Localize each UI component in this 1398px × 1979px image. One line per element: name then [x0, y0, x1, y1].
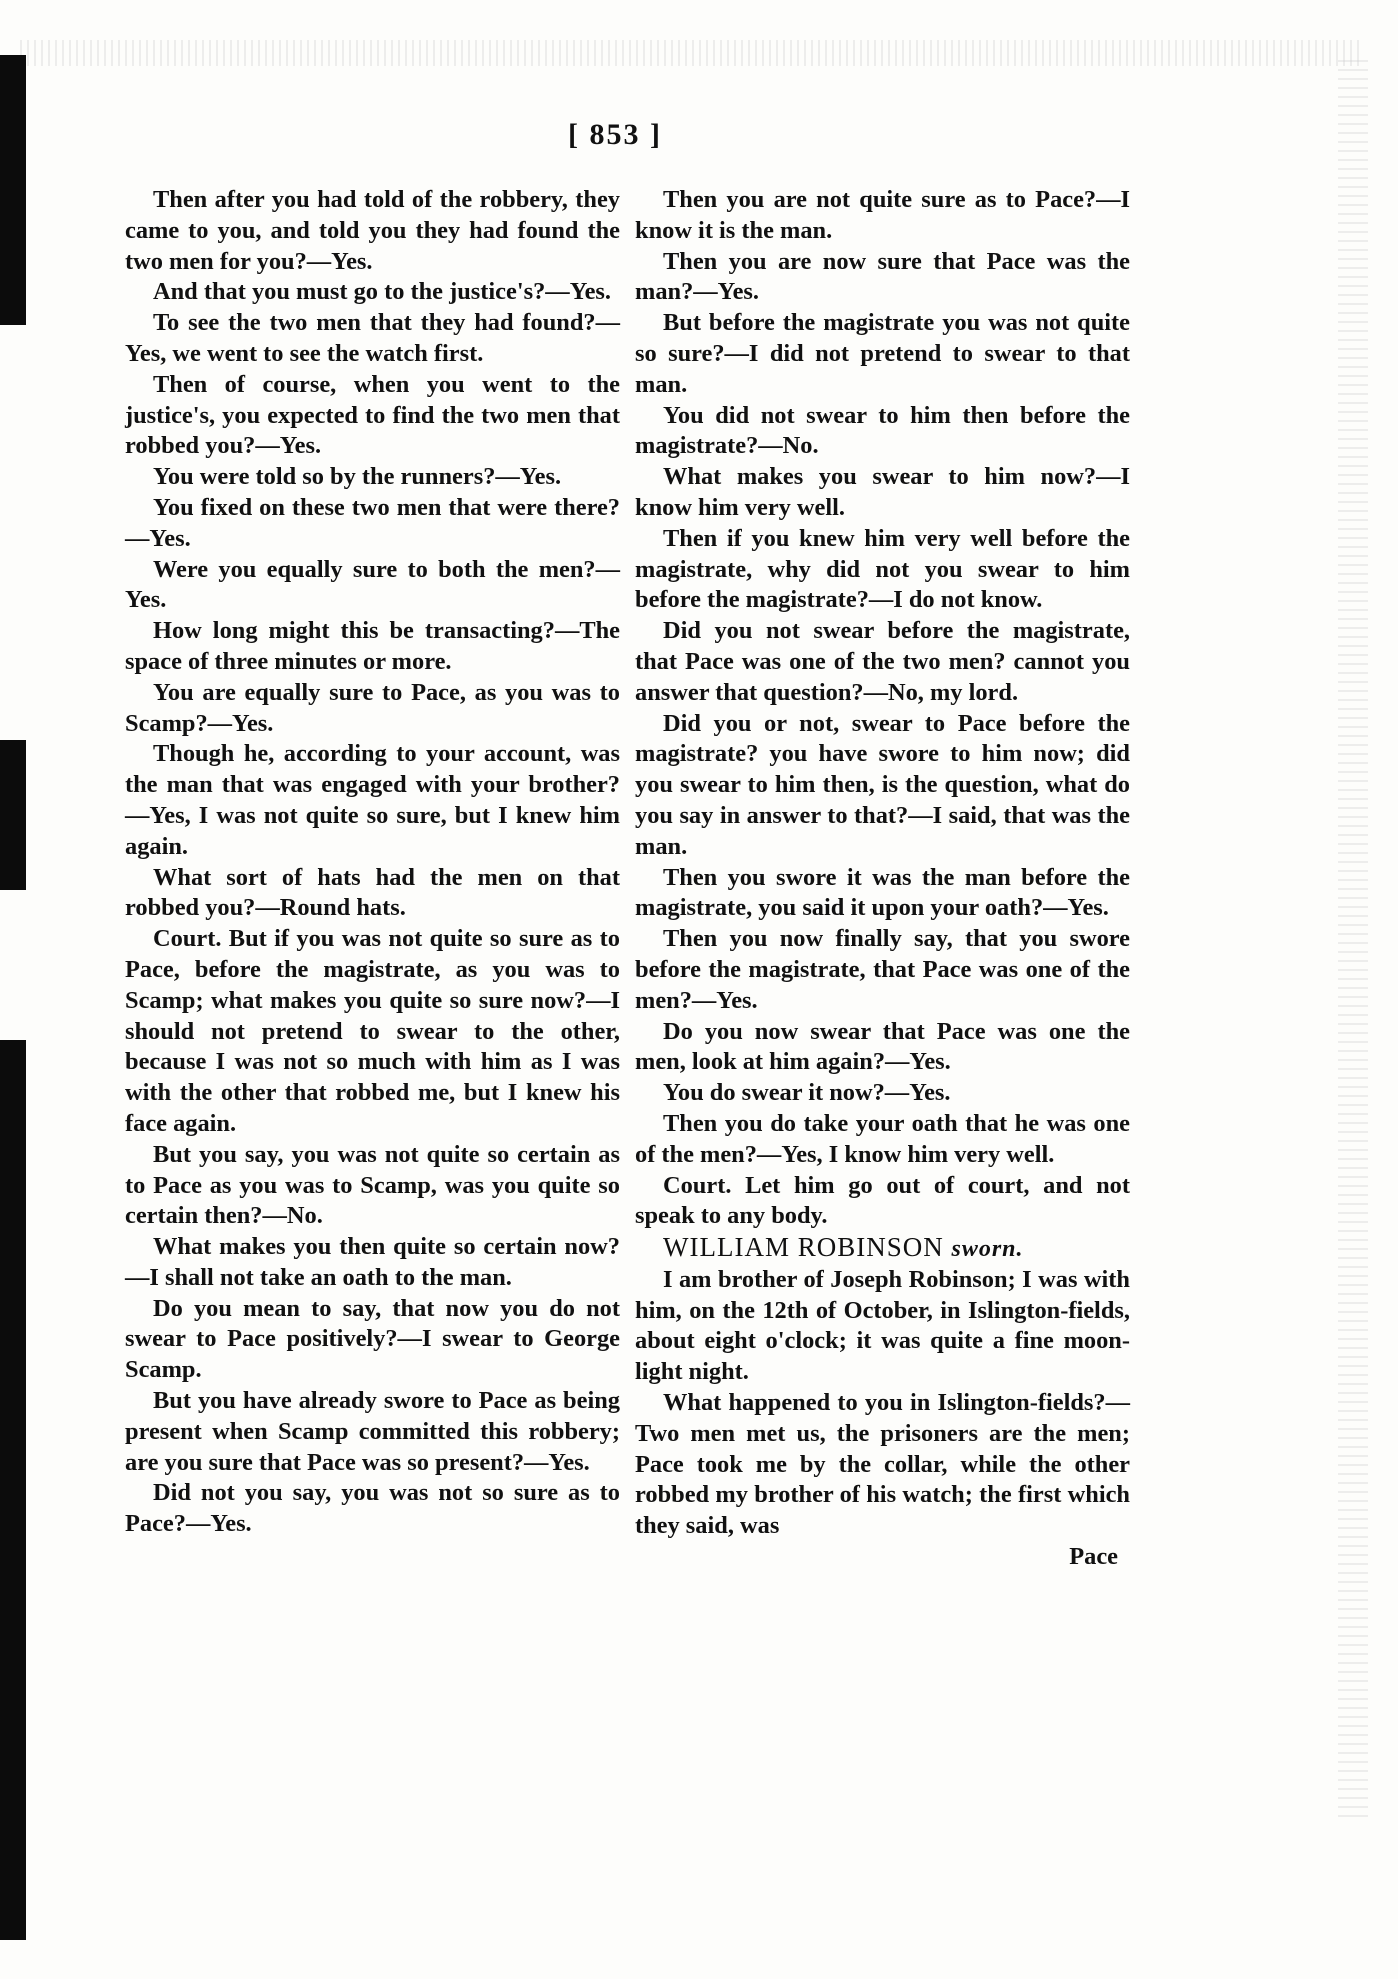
- paragraph: But you have already swore to Pace as being present when Scamp committed this robbery; are you sure that Pace was so present?—Yes.: [125, 1387, 620, 1476]
- paragraph: But you say, you was not quite so certain as to Pace as you was to Scamp, was you quite so certain then?—No.: [125, 1140, 620, 1230]
- paragraph: What makes you swear to him now?—I know him very well.: [635, 463, 1130, 521]
- scan-margin-shadow: [0, 740, 26, 890]
- paragraph: Then you do take your oath that he was one of the men?—Yes, I know him very well.: [635, 1109, 1130, 1168]
- witness-heading: [635, 1232, 1130, 1265]
- page-number: [ 853 ]: [568, 118, 662, 151]
- paragraph: Then you are now sure that Pace was the man?—Yes.: [635, 247, 1130, 306]
- paragraph: You are equally sure to Pace, as you was to Scamp?—Yes.: [125, 678, 620, 737]
- witness-name: WILLIAM ROBINSON: [663, 1232, 944, 1263]
- paragraph: Did you or not, swear to Pace before the magistrate? you have swore to him now; did you swear to him then, is the question, what do you say in answer to that?—I said, that was the man.: [635, 709, 1130, 860]
- scan-margin-shadow: [0, 1040, 26, 1940]
- scan-noise-right: [1338, 60, 1368, 1820]
- paragraph: What happened to you in Islington-fields?—Two men met us, the prisoners are the men; Pace took me by the collar, while the other robbed my brother of his watch; the first which they said, was: [635, 1389, 1130, 1540]
- paragraph: Do you now swear that Pace was one the men, look at him again?—Yes.: [635, 1017, 1130, 1076]
- paragraph: To see the two men that they had found?—Yes, we went to see the watch first.: [125, 309, 620, 367]
- paragraph: Though he, according to your account, was the man that was engaged with your brother?—Yes, I was not quite so sure, but I knew him again.: [125, 740, 620, 860]
- left-column: [125, 185, 620, 1540]
- paragraph: Did you not swear before the magistrate, that Pace was one of the two men? cannot you answer that question?—No, my lord.: [635, 617, 1130, 706]
- paragraph: Then if you knew him very well before the magistrate, why did not you swear to him before the magistrate?—I do not know.: [635, 524, 1130, 614]
- paragraph: You fixed on these two men that were there?—Yes.: [125, 493, 620, 552]
- paragraph: Then you now finally say, that you swore before the magistrate, that Pace was one of the men?—Yes.: [635, 925, 1130, 1014]
- paragraph: Then after you had told of the robbery, they came to you, and told you they had found the two men for you?—Yes.: [125, 186, 620, 275]
- paragraph: Did not you say, you was not so sure as to Pace?—Yes.: [125, 1479, 620, 1538]
- paragraph: Then you swore it was the man before the magistrate, you said it upon your oath?—Yes.: [635, 863, 1130, 922]
- scan-noise-top: [20, 40, 1360, 66]
- paragraph: You do swear it now?—Yes.: [663, 1079, 951, 1107]
- right-column: [635, 185, 1130, 1573]
- paragraph: But before the magistrate you was not quite so sure?—I did not pretend to swear to that man.: [635, 309, 1130, 398]
- paragraph: Then of course, when you went to the justice's, you expected to find the two men that robbed you?—Yes.: [125, 370, 620, 460]
- witness-sworn-label: sworn.: [951, 1236, 1024, 1263]
- paragraph: You were told so by the runners?—Yes.: [153, 463, 562, 491]
- paragraph: How long might this be transacting?—The space of three minutes or more.: [125, 617, 620, 675]
- paragraph: Court. Let him go out of court, and not speak to any body.: [635, 1171, 1130, 1230]
- paragraph: Were you equally sure to both the men?—Yes.: [125, 555, 620, 614]
- paragraph: And that you must go to the justice's?—Yes.: [153, 278, 612, 306]
- paragraph: Court. But if you was not quite so sure as to Pace, before the magistrate, as you was to Scamp; what makes you quite so sure now?—I should not pretend to swear to the other, because I was not so much with him as I was with the other that robbed me, but I knew his face again.: [125, 925, 620, 1137]
- paragraph: You did not swear to him then before the magistrate?—No.: [635, 401, 1130, 460]
- scan-margin-shadow: [0, 55, 26, 325]
- paragraph: I am brother of Joseph Robinson; I was with him, on the 12th of October, in Islington-fields, about eight o'clock; it was quite a fine moon-light night.: [635, 1265, 1130, 1386]
- paragraph: Do you mean to say, that now you do not swear to Pace positively?—I swear to George Scamp.: [125, 1294, 620, 1384]
- paragraph: What sort of hats had the men on that robbed you?—Round hats.: [125, 863, 620, 922]
- catchword: Pace: [1069, 1543, 1118, 1571]
- paragraph: What makes you then quite so certain now?—I shall not take an oath to the man.: [125, 1233, 620, 1291]
- paragraph: Then you are not quite sure as to Pace?—I know it is the man.: [635, 186, 1130, 244]
